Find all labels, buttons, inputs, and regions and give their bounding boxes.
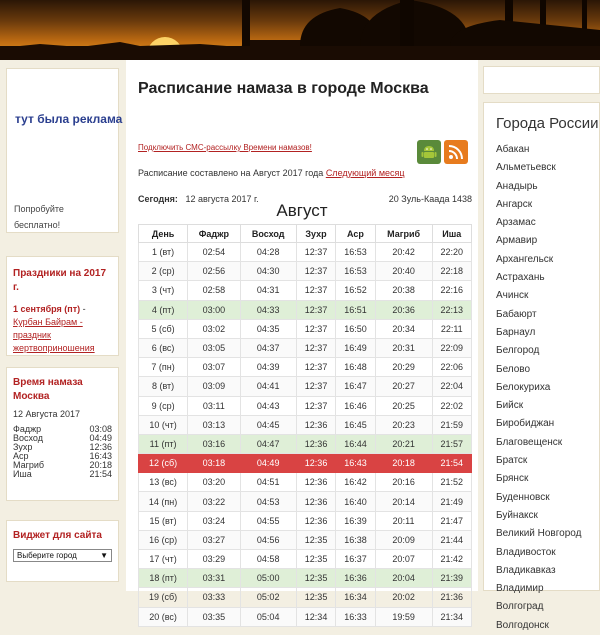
table-cell: 20:40 xyxy=(375,262,432,281)
city-link[interactable]: Абакан xyxy=(496,144,530,155)
table-row xyxy=(139,511,472,530)
prayer-name: Зухр xyxy=(13,442,33,452)
table-cell: 12:35 xyxy=(296,588,335,607)
city-link[interactable]: Буйнакск xyxy=(496,509,538,521)
table-cell: 03:05 xyxy=(188,338,240,357)
table-cell: 19:59 xyxy=(375,607,432,626)
next-month-link[interactable]: Следующий месяц xyxy=(325,168,405,178)
table-header-row xyxy=(139,225,472,243)
table-cell: 22:04 xyxy=(432,377,471,396)
table-cell: 20:07 xyxy=(375,550,432,569)
table-cell: 22:16 xyxy=(432,281,471,300)
table-cell: 16 (ср) xyxy=(139,530,188,549)
table-cell: 20:23 xyxy=(375,415,432,434)
cities-title: Города России xyxy=(496,115,599,132)
table-cell: 21:49 xyxy=(432,492,471,511)
column-header: Фаджр xyxy=(188,225,240,243)
city-link[interactable]: Буденновск xyxy=(496,491,550,503)
table-cell: 05:00 xyxy=(240,569,296,588)
city-link[interactable]: Брянск xyxy=(496,473,529,485)
cities-list xyxy=(496,141,581,635)
prayer-times-widget xyxy=(6,367,119,501)
table-cell: 04:56 xyxy=(240,530,296,549)
table-cell: 12:34 xyxy=(296,607,335,626)
city-link[interactable]: Альметьевск xyxy=(496,162,556,174)
city-link[interactable]: Белокуриха xyxy=(496,381,551,393)
holiday-item: 1 сентября (пт) - Курбан Байрам - праздник жертвоприношения xyxy=(13,304,95,353)
table-cell: 16:34 xyxy=(336,588,375,607)
column-header: Зухр xyxy=(296,225,335,243)
table-cell: 20:38 xyxy=(375,281,432,300)
table-cell: 16:40 xyxy=(336,492,375,511)
table-cell: 20:02 xyxy=(375,588,432,607)
city-link[interactable]: Биробиджан xyxy=(496,418,555,430)
city-link[interactable]: Бабаюрт xyxy=(496,308,537,320)
table-cell: 16:49 xyxy=(336,338,375,357)
table-cell: 04:58 xyxy=(240,550,296,569)
table-cell: 03:00 xyxy=(188,300,240,319)
table-cell: 20:21 xyxy=(375,434,432,453)
table-cell: 20:16 xyxy=(375,473,432,492)
city-link[interactable]: Белгород xyxy=(496,345,540,357)
right-sidebar xyxy=(478,60,600,631)
table-cell: 16:45 xyxy=(336,415,375,434)
table-cell: 22:09 xyxy=(432,338,471,357)
table-cell: 16:39 xyxy=(336,511,375,530)
prayer-widget-title: Время намаза Москва xyxy=(13,377,83,402)
table-cell: 02:58 xyxy=(188,281,240,300)
city-link[interactable]: Ангарск xyxy=(496,198,533,210)
header-banner xyxy=(0,0,600,60)
city-link[interactable]: Анадырь xyxy=(496,180,538,192)
table-cell: 5 (сб) xyxy=(139,319,188,338)
prayer-time: 03:08 xyxy=(89,424,112,434)
table-row xyxy=(139,415,472,434)
prayer-name: Магриб xyxy=(13,460,45,470)
table-row xyxy=(139,550,472,569)
city-link[interactable]: Благовещенск xyxy=(496,436,563,448)
table-cell: 04:43 xyxy=(240,396,296,415)
site-widget-box xyxy=(6,520,119,582)
table-cell: 12:37 xyxy=(296,338,335,357)
table-cell: 21:36 xyxy=(432,588,471,607)
page-title: Расписание намаза в городе Москва xyxy=(138,80,429,97)
table-cell: 04:49 xyxy=(240,454,296,473)
holiday-date: 1 сентября (пт) xyxy=(13,304,81,314)
city-link[interactable]: Архангельск xyxy=(496,253,554,265)
city-link[interactable]: Владимир xyxy=(496,583,544,595)
table-cell: 05:02 xyxy=(240,588,296,607)
table-cell: 04:41 xyxy=(240,377,296,396)
prayer-time: 21:54 xyxy=(89,469,112,479)
holiday-link[interactable]: Курбан Байрам - праздник жертвоприношения xyxy=(13,317,95,353)
left-sidebar xyxy=(0,60,126,591)
table-cell: 16:53 xyxy=(336,262,375,281)
table-cell: 03:27 xyxy=(188,530,240,549)
table-cell: 04:28 xyxy=(240,243,296,262)
table-cell: 1 (вт) xyxy=(139,243,188,262)
table-cell: 20:31 xyxy=(375,338,432,357)
table-row xyxy=(139,492,472,511)
column-header: Аср xyxy=(336,225,375,243)
table-cell: 16:47 xyxy=(336,377,375,396)
table-cell: 03:24 xyxy=(188,511,240,530)
android-icon[interactable] xyxy=(417,140,441,164)
table-cell: 04:45 xyxy=(240,415,296,434)
table-row xyxy=(139,243,472,262)
table-cell: 20:34 xyxy=(375,319,432,338)
city-link[interactable]: Владивосток xyxy=(496,546,556,558)
table-cell: 7 (пн) xyxy=(139,358,188,377)
table-cell: 12:36 xyxy=(296,434,335,453)
city-link[interactable]: Владикавказ xyxy=(496,564,556,576)
table-cell: 04:47 xyxy=(240,434,296,453)
table-cell: 03:18 xyxy=(188,454,240,473)
table-cell: 03:16 xyxy=(188,434,240,453)
table-cell: 12:37 xyxy=(296,396,335,415)
prayer-schedule-table xyxy=(138,224,472,627)
holidays-widget xyxy=(6,256,119,356)
table-cell: 20:36 xyxy=(375,300,432,319)
table-cell: 22:20 xyxy=(432,243,471,262)
table-cell: 10 (чт) xyxy=(139,415,188,434)
table-cell: 4 (пт) xyxy=(139,300,188,319)
city-link[interactable]: Белово xyxy=(496,363,531,375)
prayer-name: Иша xyxy=(13,469,32,479)
table-cell: 22:11 xyxy=(432,319,471,338)
table-cell: 20:18 xyxy=(375,454,432,473)
table-cell: 22:06 xyxy=(432,358,471,377)
rss-icon[interactable] xyxy=(444,140,468,164)
table-cell: 12:36 xyxy=(296,492,335,511)
app-icons xyxy=(417,140,468,164)
table-body xyxy=(139,243,472,627)
table-cell: 04:33 xyxy=(240,300,296,319)
column-header: Восход xyxy=(240,225,296,243)
today-label: Сегодня: xyxy=(138,194,178,204)
city-link[interactable]: Бийск xyxy=(496,400,524,412)
prayer-widget-row xyxy=(13,470,112,479)
prayer-time: 12:36 xyxy=(89,442,112,452)
mosque-sunset-image xyxy=(0,0,600,60)
table-cell: 20:09 xyxy=(375,530,432,549)
table-cell: 03:31 xyxy=(188,569,240,588)
table-cell: 20:42 xyxy=(375,243,432,262)
city-link[interactable]: Арзамас xyxy=(496,217,536,229)
table-cell: 04:51 xyxy=(240,473,296,492)
table-cell: 20:29 xyxy=(375,358,432,377)
prayer-name: Фаджр xyxy=(13,424,42,434)
table-cell: 22:13 xyxy=(432,300,471,319)
table-cell: 03:29 xyxy=(188,550,240,569)
table-cell: 12 (сб) xyxy=(139,454,188,473)
table-cell: 04:30 xyxy=(240,262,296,281)
main-content xyxy=(126,60,478,622)
table-cell: 12:37 xyxy=(296,300,335,319)
table-cell: 16:46 xyxy=(336,396,375,415)
table-cell: 16:44 xyxy=(336,434,375,453)
table-cell: 21:42 xyxy=(432,550,471,569)
sms-subscribe-link[interactable]: Подключить СМС-рассылку Времени намазов! xyxy=(138,143,312,152)
table-row xyxy=(139,319,472,338)
column-header: День xyxy=(139,225,188,243)
table-cell: 21:39 xyxy=(432,569,471,588)
city-link[interactable]: Астрахань xyxy=(496,272,545,284)
table-cell: 6 (вс) xyxy=(139,338,188,357)
table-cell: 16:33 xyxy=(336,607,375,626)
month-title: Август xyxy=(276,201,328,220)
table-cell: 12:37 xyxy=(296,262,335,281)
city-link[interactable]: Волгодонск xyxy=(496,619,549,631)
table-cell: 21:57 xyxy=(432,434,471,453)
table-cell: 12:37 xyxy=(296,243,335,262)
city-link[interactable]: Волгоград xyxy=(496,601,544,613)
table-cell: 16:42 xyxy=(336,473,375,492)
prayer-name: Аср xyxy=(13,451,29,461)
table-cell: 04:37 xyxy=(240,338,296,357)
table-cell: 16:43 xyxy=(336,454,375,473)
table-cell: 8 (вт) xyxy=(139,377,188,396)
table-row xyxy=(139,473,472,492)
table-cell: 13 (вс) xyxy=(139,473,188,492)
hijri-date: 20 Зуль-Каада 1438 xyxy=(388,194,472,204)
table-cell: 04:39 xyxy=(240,358,296,377)
table-cell: 03:11 xyxy=(188,396,240,415)
table-row xyxy=(139,396,472,415)
city-link[interactable]: Армавир xyxy=(496,235,538,247)
holidays-title: Праздники на 2017 г. xyxy=(13,268,107,293)
table-cell: 03:13 xyxy=(188,415,240,434)
table-cell: 17 (чт) xyxy=(139,550,188,569)
table-row xyxy=(139,569,472,588)
table-cell: 16:51 xyxy=(336,300,375,319)
table-cell: 12:35 xyxy=(296,530,335,549)
column-header: Иша xyxy=(432,225,471,243)
table-cell: 18 (пт) xyxy=(139,569,188,588)
table-cell: 05:04 xyxy=(240,607,296,626)
table-cell: 03:22 xyxy=(188,492,240,511)
table-row xyxy=(139,530,472,549)
prayer-widget-date: 12 Августа 2017 xyxy=(13,409,81,419)
table-cell: 12:36 xyxy=(296,473,335,492)
prayer-time: 20:18 xyxy=(89,460,112,470)
table-cell: 3 (чт) xyxy=(139,281,188,300)
table-cell: 12:35 xyxy=(296,550,335,569)
site-widget-title: Виджет для сайта xyxy=(13,530,102,541)
prayer-time: 04:49 xyxy=(89,433,112,443)
today-date: 12 августа 2017 г. xyxy=(185,194,259,204)
table-row xyxy=(139,377,472,396)
table-cell: 20 (вс) xyxy=(139,607,188,626)
table-cell: 03:07 xyxy=(188,358,240,377)
right-top-box xyxy=(483,66,600,94)
table-cell: 2 (ср) xyxy=(139,262,188,281)
table-cell: 04:35 xyxy=(240,319,296,338)
table-row xyxy=(139,588,472,607)
table-cell: 16:48 xyxy=(336,358,375,377)
table-cell: 20:04 xyxy=(375,569,432,588)
prayer-name: Восход xyxy=(13,433,43,443)
table-cell: 03:02 xyxy=(188,319,240,338)
column-header: Магриб xyxy=(375,225,432,243)
table-cell: 11 (пт) xyxy=(139,434,188,453)
table-cell: 04:53 xyxy=(240,492,296,511)
table-row xyxy=(139,607,472,626)
table-cell: 16:52 xyxy=(336,281,375,300)
table-cell: 21:44 xyxy=(432,530,471,549)
table-cell: 02:54 xyxy=(188,243,240,262)
table-cell: 16:36 xyxy=(336,569,375,588)
city-link[interactable]: Братск xyxy=(496,455,528,467)
prayer-time: 16:43 xyxy=(89,451,112,461)
city-link[interactable]: Великий Новгород xyxy=(496,528,582,540)
table-cell: 16:53 xyxy=(336,243,375,262)
table-cell: 21:52 xyxy=(432,473,471,492)
table-cell: 20:25 xyxy=(375,396,432,415)
cities-widget xyxy=(483,102,600,631)
table-cell: 12:36 xyxy=(296,415,335,434)
table-cell: 03:35 xyxy=(188,607,240,626)
table-cell: 21:47 xyxy=(432,511,471,530)
dropdown-arrow-icon: ▼ xyxy=(100,551,108,560)
table-row xyxy=(139,338,472,357)
ad-try-text: Попробуйте бесплатно! xyxy=(14,204,64,230)
table-row xyxy=(139,454,472,473)
table-cell: 19 (сб) xyxy=(139,588,188,607)
table-cell: 12:36 xyxy=(296,511,335,530)
table-cell: 03:09 xyxy=(188,377,240,396)
table-cell: 14 (пн) xyxy=(139,492,188,511)
city-select-value: Выберите город xyxy=(17,551,77,560)
table-cell: 20:14 xyxy=(375,492,432,511)
table-cell: 9 (ср) xyxy=(139,396,188,415)
table-row xyxy=(139,434,472,453)
table-cell: 16:38 xyxy=(336,530,375,549)
ad-text: тут была реклама xyxy=(15,112,123,126)
table-cell: 12:37 xyxy=(296,358,335,377)
table-cell: 03:20 xyxy=(188,473,240,492)
schedule-info: Расписание составлено на Август 2017 года Следующий месяц xyxy=(138,168,405,178)
table-cell: 21:59 xyxy=(432,415,471,434)
table-cell: 12:37 xyxy=(296,319,335,338)
prayer-widget-list xyxy=(13,425,112,479)
city-link[interactable]: Ачинск xyxy=(496,290,529,302)
table-cell: 22:18 xyxy=(432,262,471,281)
table-cell: 21:54 xyxy=(432,454,471,473)
table-cell: 20:27 xyxy=(375,377,432,396)
city-select[interactable] xyxy=(13,549,112,562)
table-cell: 20:11 xyxy=(375,511,432,530)
table-cell: 21:34 xyxy=(432,607,471,626)
table-cell: 16:50 xyxy=(336,319,375,338)
table-row xyxy=(139,300,472,319)
city-link[interactable]: Барнаул xyxy=(496,326,536,338)
table-cell: 15 (вт) xyxy=(139,511,188,530)
table-row xyxy=(139,358,472,377)
table-cell: 12:37 xyxy=(296,281,335,300)
table-cell: 12:35 xyxy=(296,569,335,588)
ad-block[interactable] xyxy=(6,68,123,233)
table-cell: 22:02 xyxy=(432,396,471,415)
table-cell: 16:37 xyxy=(336,550,375,569)
table-cell: 03:33 xyxy=(188,588,240,607)
table-cell: 12:36 xyxy=(296,454,335,473)
table-cell: 04:31 xyxy=(240,281,296,300)
table-row xyxy=(139,281,472,300)
table-row xyxy=(139,262,472,281)
table-cell: 12:37 xyxy=(296,377,335,396)
table-cell: 04:55 xyxy=(240,511,296,530)
table-cell: 02:56 xyxy=(188,262,240,281)
